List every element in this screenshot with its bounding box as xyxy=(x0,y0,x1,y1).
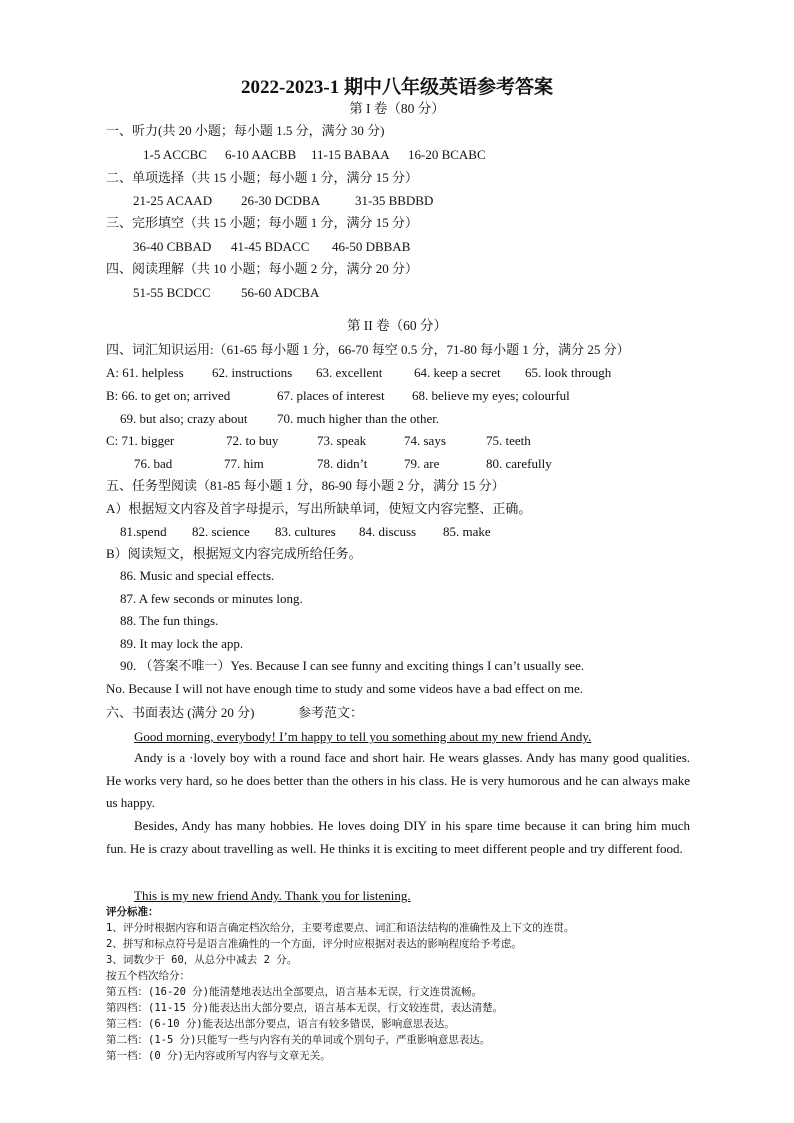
criteria-line: 3、词数少于 60，从总分中减去 2 分。 xyxy=(106,954,298,966)
section-cloze-heading: 三、完形填空（共 15 小题；每小题 1 分，满分 15 分） xyxy=(106,215,419,230)
task-a-instructions: A）根据短文内容及首字母提示，写出所缺单词，使短文内容完整、正确。 xyxy=(106,501,532,516)
vocab-answer: 76. bad xyxy=(134,456,173,471)
part-two-heading: 第 II 卷（60 分） xyxy=(346,318,448,333)
task-b-answer: 89. It may lock the app. xyxy=(120,636,244,651)
vocab-answer: B: 66. to get on; arrived xyxy=(106,388,231,403)
vocab-answer: 65. look through xyxy=(525,365,612,380)
criteria-line: 第二档：(1-5 分)只能写一些与内容有关的单词或个别句子，严重影响意思表达。 xyxy=(106,1034,491,1046)
answer-group: 11-15 BABAA xyxy=(311,147,390,162)
answer-group: 46-50 DBBAB xyxy=(332,239,411,254)
vocab-answer: 70. much higher than the other. xyxy=(277,411,440,426)
section-listening-heading: 一、听力(共 20 小题；每小题 1.5 分，满分 30 分) xyxy=(106,123,385,138)
vocab-answer: 79. are xyxy=(404,456,440,471)
part-one-heading: 第 I 卷（80 分） xyxy=(349,101,445,116)
task-answer: 84. discuss xyxy=(359,524,417,539)
section-task-reading-heading: 五、任务型阅读（81-85 每小题 1 分，86-90 每小题 2 分，满分 15 分） xyxy=(106,478,505,493)
answer-group: 31-35 BBDBD xyxy=(355,193,434,208)
criteria-title: 评分标准： xyxy=(106,906,159,918)
vocab-answer: 64. keep a secret xyxy=(414,365,501,380)
vocab-answer: 77. him xyxy=(224,456,264,471)
answer-group: 41-45 BDACC xyxy=(231,239,310,254)
vocab-answer: 74. says xyxy=(404,433,446,448)
answer-group: 26-30 DCDBA xyxy=(241,193,321,208)
essay-opening: Good morning, everybody! I’m happy to tell you something about my new friend Andy. xyxy=(134,729,592,744)
answer-group: 51-55 BCDCC xyxy=(133,285,211,300)
criteria-line: 第四档：(11-15 分)能表达出大部分要点，语言基本无误，行文较连贯，表达清楚。 xyxy=(106,1002,504,1014)
task-answer: 81.spend xyxy=(120,524,167,539)
essay-closing: This is my new friend Andy. Thank you for listening. xyxy=(134,888,411,903)
section-reading-heading: 四、阅读理解（共 10 小题；每小题 2 分，满分 20 分） xyxy=(106,261,419,276)
task-b-answer-90-alt: No. Because I will not have enough time to study and some videos have a bad effect on me. xyxy=(106,681,584,696)
essay-paragraph: Andy is a ·lovely boy with a round face and short hair. He wears glasses. Andy has many good qualities. He works very hard, so he does better than the others in his class. He is very humorous and he can always make us happy. xyxy=(106,750,690,810)
answer-group: 6-10 AACBB xyxy=(225,147,297,162)
task-answer: 82. science xyxy=(192,524,250,539)
vocab-answer: 68. believe my eyes; colourful xyxy=(412,388,570,403)
answer-group: 21-25 ACAAD xyxy=(133,193,213,208)
section-vocabulary-heading: 四、词汇知识运用:（61-65 每小题 1 分，66-70 每空 0.5 分，71-80 每小题 1 分，满分 25 分） xyxy=(106,342,630,357)
criteria-line: 第三档：(6-10 分)能表达出部分要点，语言有较多错误，影响意思表达。 xyxy=(106,1018,455,1030)
answer-group: 36-40 CBBAD xyxy=(133,239,212,254)
criteria-line: 按五个档次给分： xyxy=(106,970,190,982)
task-answer: 85. make xyxy=(443,524,491,539)
criteria-line: 第一档：(0 分)无内容或所写内容与文章无关。 xyxy=(106,1050,331,1062)
vocab-answer: 63. excellent xyxy=(316,365,383,380)
sample-essay-label: 参考范文： xyxy=(298,705,364,720)
vocab-answer: 72. to buy xyxy=(226,433,279,448)
essay-paragraph: Besides, Andy has many hobbies. He loves doing DIY in his spare time because it can bring him much fun. He is crazy about travelling as well. He thinks it is exciting to meet different people and try different food. xyxy=(106,818,690,856)
criteria-line: 1、评分时根据内容和语言确定档次给分，主要考虑要点、词汇和语法结构的准确性及上下文的连贯。 xyxy=(106,922,575,934)
answer-group: 1-5 ACCBC xyxy=(143,147,207,162)
vocab-answer: 62. instructions xyxy=(212,365,293,380)
vocab-answer: 80. carefully xyxy=(486,456,552,471)
vocab-answer: 69. but also; crazy about xyxy=(120,411,248,426)
answer-group: 16-20 BCABC xyxy=(408,147,486,162)
criteria-line: 2、拼写和标点符号是语言准确性的一个方面，评分时应根据对表达的影响程度给予考虑。 xyxy=(106,938,522,950)
answer-group: 56-60 ADCBA xyxy=(241,285,320,300)
task-answer: 83. cultures xyxy=(275,524,336,539)
vocab-answer: C: 71. bigger xyxy=(106,433,175,448)
task-b-answer: 86. Music and special effects. xyxy=(120,568,275,583)
vocab-answer: A: 61. helpless xyxy=(106,365,184,380)
task-b-instructions: B）阅读短文，根据短文内容完成所给任务。 xyxy=(106,546,362,561)
task-b-answer-90: 90. （答案不唯一）Yes. Because I can see funny and exciting things I can’t usually see. xyxy=(120,658,585,673)
section-writing-heading: 六、书面表达 (满分 20 分) xyxy=(106,705,255,720)
task-b-answer: 88. The fun things. xyxy=(120,613,219,628)
task-b-answer: 87. A few seconds or minutes long. xyxy=(120,591,303,606)
criteria-line: 第五档：(16-20 分)能清楚地表达出全部要点，语言基本无误，行文连贯流畅。 xyxy=(106,986,483,998)
section-single-choice-heading: 二、单项选择（共 15 小题；每小题 1 分，满分 15 分） xyxy=(106,170,419,185)
vocab-answer: 75. teeth xyxy=(486,433,531,448)
vocab-answer: 67. places of interest xyxy=(277,388,385,403)
vocab-answer: 78. didn’t xyxy=(317,456,368,471)
page-title: 2022-2023-1 期中八年级英语参考答案 xyxy=(241,77,553,98)
vocab-answer: 73. speak xyxy=(317,433,367,448)
